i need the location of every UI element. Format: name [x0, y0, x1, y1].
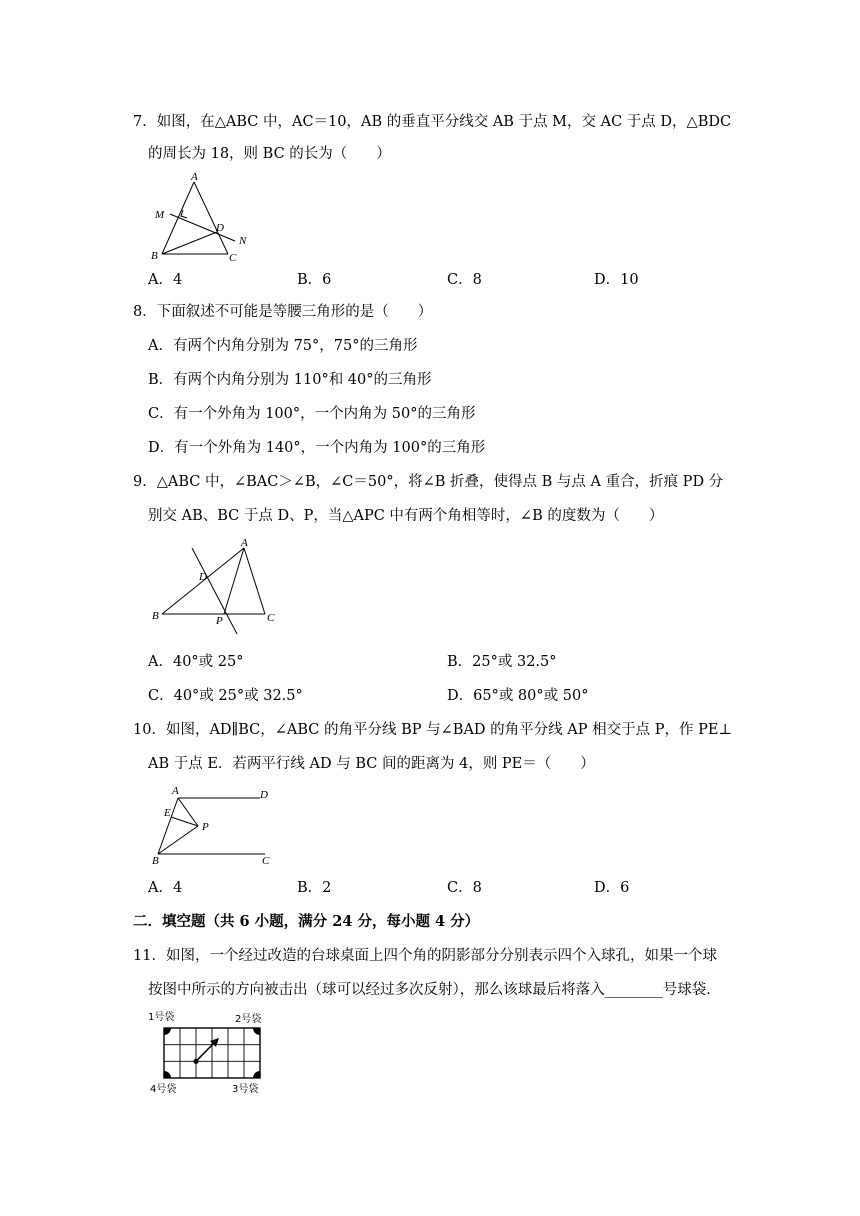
q9-triangle-figure — [148, 536, 283, 636]
q9-option-a: A．40°或 25° — [148, 654, 244, 670]
q9-label-a: A — [241, 537, 248, 549]
q7-option-a: A．4 — [148, 272, 183, 288]
q8-stem: 8．下面叙述不可能是等腰三角形的是（ ） — [133, 304, 433, 320]
q9-option-c: C．40°或 25°或 32.5° — [148, 688, 303, 704]
q10-parallel-lines-figure — [148, 782, 278, 872]
q10-option-a: A．4 — [148, 880, 183, 896]
q7-label-m: M — [155, 209, 165, 221]
q11-stem-line1: 11．如图，一个经过改造的台球桌面上四个角的阴影部分分别表示四个入球孔，如果一个球 — [133, 948, 717, 964]
q11-label-pocket-3: 3号袋 — [232, 1084, 259, 1095]
q10-label-a: A — [172, 785, 179, 797]
q10-option-b: B．2 — [297, 880, 332, 896]
q11-billiard-table-figure — [146, 1006, 276, 1096]
q11-stem-line2: 按图中所示的方向被击出（球可以经过多次反射），那么该球最后将落入________号球袋． — [148, 982, 721, 998]
q8-option-a: A．有两个内角分别为 75°，75°的三角形 — [148, 338, 418, 354]
q11-label-pocket-4: 4号袋 — [150, 1084, 177, 1095]
q10-label-p: P — [202, 821, 209, 833]
q9-label-d: D — [199, 571, 207, 583]
q10-option-c: C．8 — [447, 880, 482, 896]
q11-label-pocket-2: 2号袋 — [235, 1014, 262, 1025]
q10-label-b: B — [152, 855, 159, 867]
q9-label-p: P — [216, 615, 223, 627]
q10-option-d: D．6 — [594, 880, 630, 896]
q10-stem-line2: AB 于点 E．若两平行线 AD 与 BC 间的距离为 4，则 PE＝（ ） — [148, 756, 595, 772]
q7-option-d: D．10 — [594, 272, 639, 288]
q9-stem-line2: 别交 AB、BC 于点 D、P，当△APC 中有两个角相等时，∠B 的度数为（ ） — [148, 508, 664, 524]
q10-label-c: C — [262, 855, 270, 867]
q7-triangle-figure — [148, 168, 258, 263]
q9-label-c: C — [267, 612, 275, 624]
q10-stem-line1: 10．如图，AD∥BC，∠ABC 的角平分线 BP 与∠BAD 的角平分线 AP 相交于点 P，作 PE⊥ — [133, 722, 733, 738]
q7-label-c: C — [229, 252, 237, 263]
q7-option-b: B．6 — [297, 272, 332, 288]
q7-stem-line1: 7．如图，在△ABC 中，AC＝10，AB 的垂直平分线交 AB 于点 M，交 AC 于点 D，△BDC — [133, 114, 732, 130]
q9-option-b: B．25°或 32.5° — [447, 654, 557, 670]
q7-label-b: B — [151, 250, 158, 262]
q10-label-d: D — [260, 789, 268, 801]
q7-label-d: D — [216, 222, 224, 234]
q8-option-b: B．有两个内角分别为 110°和 40°的三角形 — [148, 372, 432, 388]
q9-stem-line1: 9．△ABC 中，∠BAC＞∠B，∠C＝50°，将∠B 折叠，使得点 B 与点 A 重合，折痕 PD 分 — [133, 474, 724, 490]
q8-option-d: D．有一个外角为 140°，一个内角为 100°的三角形 — [148, 440, 486, 456]
q7-label-a: A — [191, 171, 198, 183]
q9-label-b: B — [152, 610, 159, 622]
q7-stem-line2: 的周长为 18，则 BC 的长为（ ） — [148, 146, 391, 162]
section-2-title: 二．填空题（共 6 小题，满分 24 分，每小题 4 分） — [133, 913, 480, 930]
q10-label-e: E — [164, 807, 171, 819]
q7-option-c: C．8 — [447, 272, 482, 288]
q11-label-pocket-1: 1号袋 — [148, 1012, 175, 1023]
q7-label-n: N — [239, 235, 247, 247]
q9-option-d: D．65°或 80°或 50° — [447, 688, 589, 704]
q8-option-c: C．有一个外角为 100°，一个内角为 50°的三角形 — [148, 406, 476, 422]
